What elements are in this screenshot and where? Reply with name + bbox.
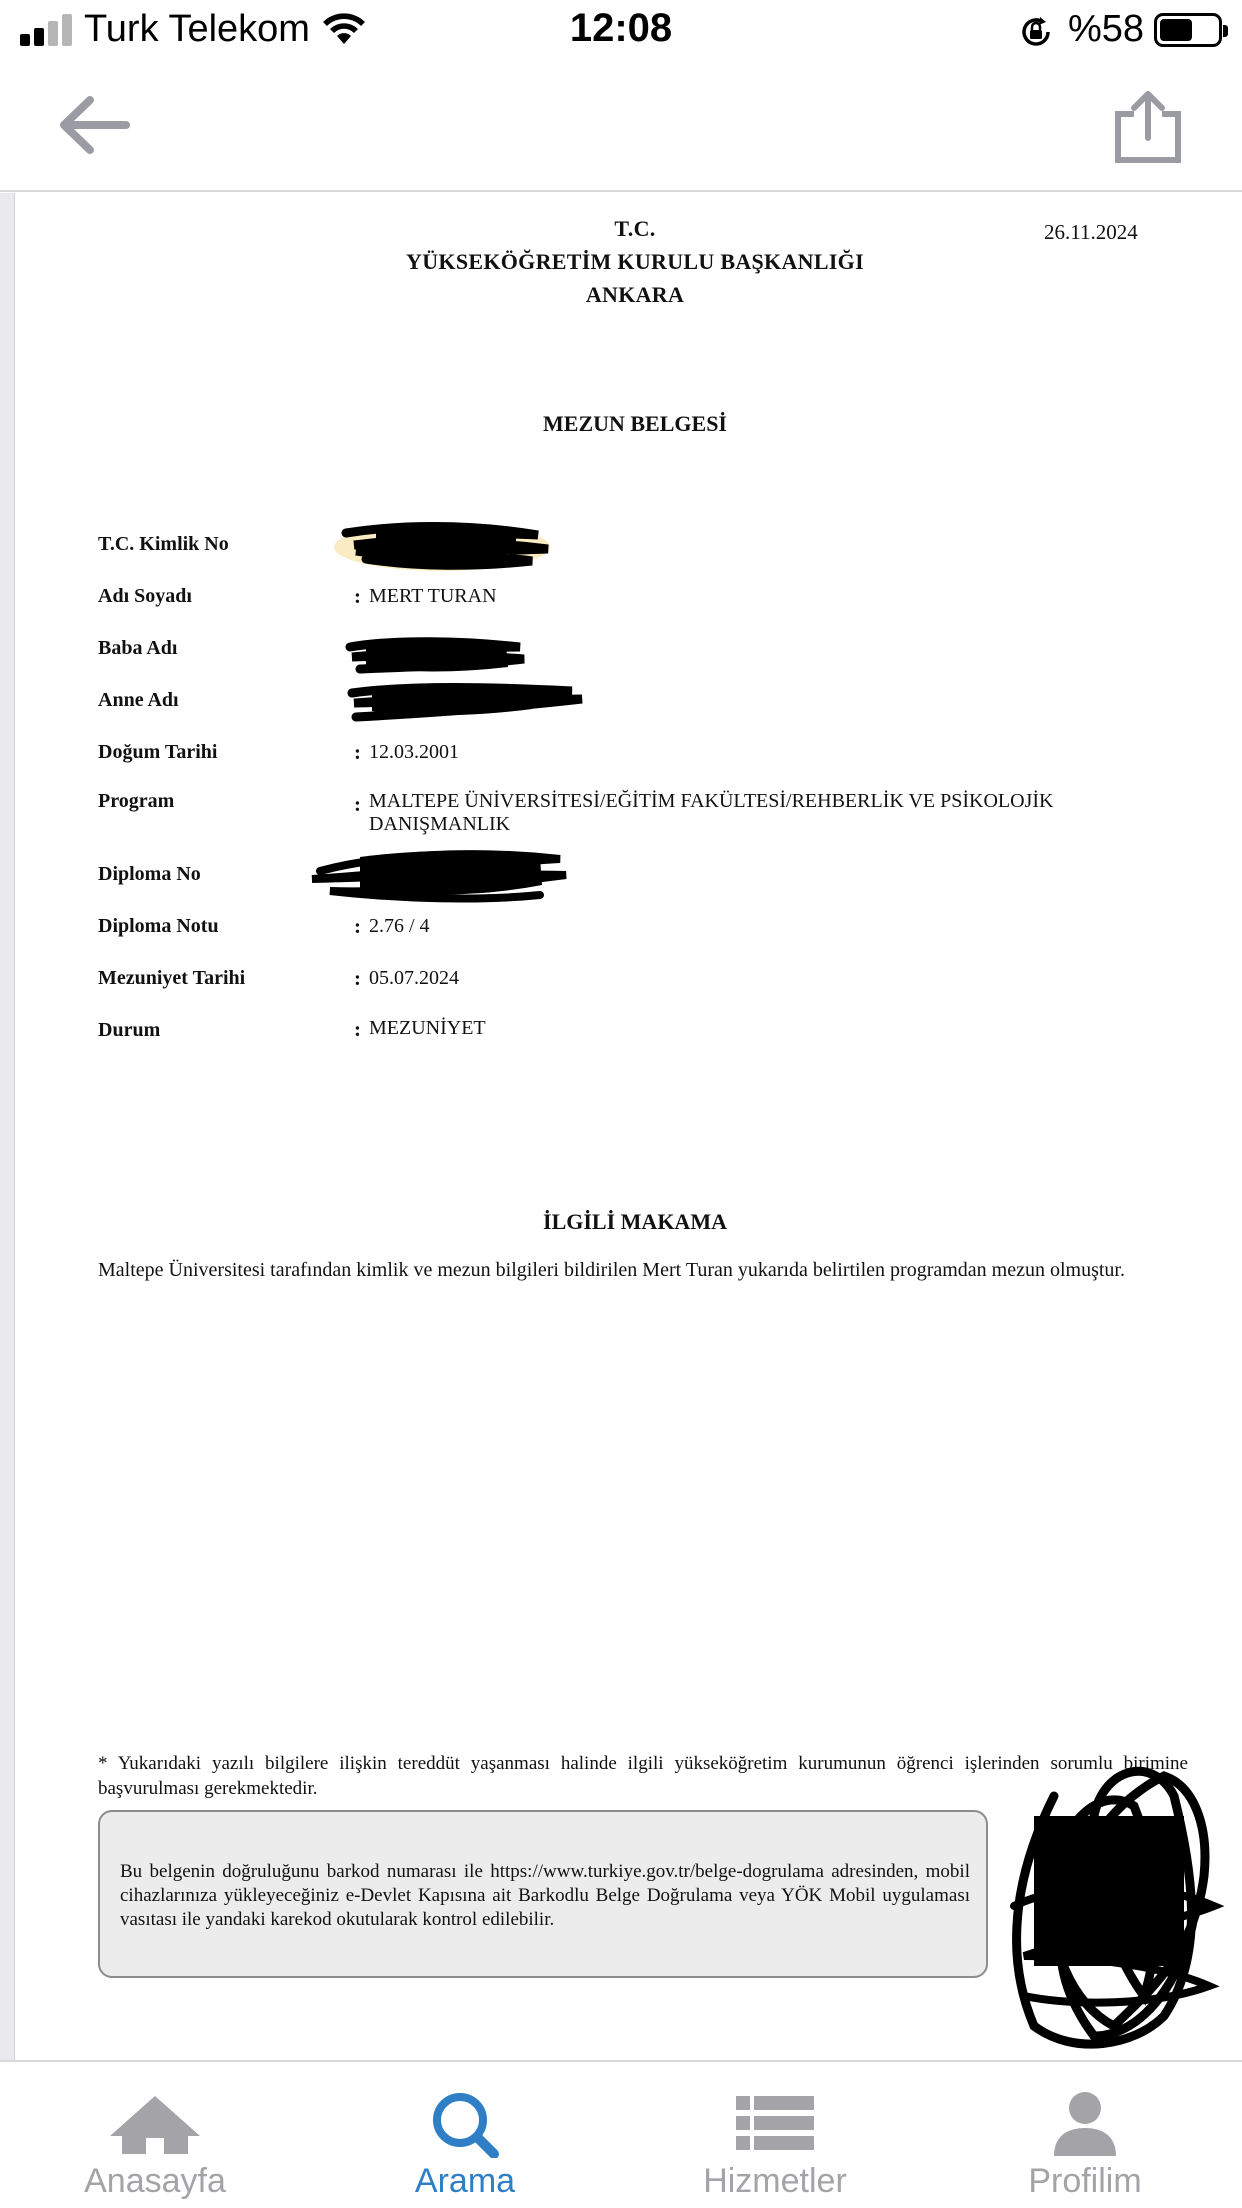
field-label-diploma-no: Diploma No — [98, 863, 201, 885]
list-icon — [620, 2088, 930, 2158]
search-icon — [310, 2088, 620, 2158]
document-title: MEZUN BELGESİ — [543, 411, 727, 436]
back-button[interactable] — [56, 92, 132, 158]
field-colon: : — [354, 792, 361, 816]
field-label-tc-kimlik: T.C. Kimlik No — [98, 533, 229, 555]
tab-hizmetler[interactable] — [620, 2062, 930, 2208]
field-label-durum: Durum — [98, 1019, 161, 1041]
tab-label: Profilim — [1028, 2162, 1142, 2200]
field-colon: : — [354, 740, 361, 764]
carrier-name: Turk Telekom — [84, 8, 310, 50]
arrow-left-icon — [56, 92, 132, 158]
tab-label: Hizmetler — [703, 2162, 847, 2200]
field-colon: : — [354, 966, 361, 990]
redaction-baba-adi — [336, 633, 536, 679]
nav-bar — [0, 62, 1242, 192]
verification-text: Bu belgenin doğruluğunu barkod numarası ile https://www.turkiye.gov.tr/belge-dogrulama adresinden, mobil cihazlarınıza yükleyeceğiniz e-Devlet Kapısına ait Barkodlu Belge Doğrulama veya YÖK Mobil uygulaması vasıtası ile yandaki karekod okutularak kontrol edilebilir. — [120, 1861, 970, 1930]
tab-label: Arama — [414, 2162, 516, 2200]
field-value-diploma-notu: 2.76 / 4 — [369, 915, 430, 937]
share-button[interactable] — [1110, 88, 1186, 164]
section-title: İLGİLİ MAKAMA — [543, 1209, 727, 1234]
redaction-anne-adi — [332, 677, 592, 727]
home-icon — [0, 2088, 310, 2158]
tab-label: Anasayfa — [84, 2162, 226, 2200]
field-label-anne-adi: Anne Adı — [98, 689, 179, 711]
redaction-tc-kimlik — [326, 511, 566, 579]
graduation-statement: Maltepe Üniversitesi tarafından kimlik ve mezun bilgileri bildirilen Mert Turan yukarıda belirtilen programdan mezun olmuştur. — [98, 1259, 1125, 1281]
person-icon — [930, 2088, 1240, 2158]
tab-anasayfa[interactable] — [0, 2062, 310, 2208]
clock: 12:08 — [569, 6, 673, 50]
field-value-mezuniyet-tarihi: 05.07.2024 — [369, 967, 459, 989]
field-value-dogum-tarihi: 12.03.2001 — [369, 741, 459, 763]
tab-arama[interactable] — [310, 2062, 620, 2208]
tab-bar — [0, 2060, 1242, 2208]
battery-icon — [1154, 13, 1222, 47]
field-label-baba-adi: Baba Adı — [98, 637, 178, 659]
footnote: * Yukarıdaki yazılı bilgilere ilişkin tereddüt yaşanması halinde ilgili yükseköğretim kurumunun öğrenci işlerinden sorumlu birimine başvurulması gerekmektedir. — [98, 1753, 1188, 1799]
field-label-mezuniyet-tarihi: Mezuniyet Tarihi — [98, 967, 246, 989]
redaction-diploma-no — [290, 841, 580, 911]
field-value-durum: MEZUNİYET — [369, 1017, 486, 1039]
field-label-program: Program — [98, 790, 175, 812]
header-line-2: YÜKSEKÖĞRETİM KURULU BAŞKANLIĞI — [406, 249, 864, 274]
page-edge — [0, 193, 15, 2060]
verification-box — [98, 1810, 988, 1978]
field-label-diploma-notu: Diploma Notu — [98, 915, 219, 937]
document-date: 26.11.2024 — [1044, 220, 1138, 244]
tab-profilim[interactable] — [930, 2062, 1240, 2208]
share-icon — [1110, 88, 1186, 164]
document-viewer[interactable] — [0, 193, 1242, 2060]
field-colon: : — [354, 914, 361, 938]
rotation-lock-icon — [1018, 14, 1054, 50]
qr-code-redacted — [994, 1756, 1234, 2056]
field-value-program: MALTEPE ÜNİVERSİTESİ/EĞİTİM FAKÜLTESİ/REHBERLİK VE PSİKOLOJİK DANIŞMANLIK — [369, 790, 1054, 835]
field-colon: : — [354, 1017, 361, 1041]
battery-percent: %58 — [1068, 8, 1145, 50]
field-label-dogum-tarihi: Doğum Tarihi — [98, 741, 218, 763]
graduation-certificate — [16, 193, 1242, 2060]
header-line-1: T.C. — [614, 216, 656, 241]
status-bar — [0, 0, 1242, 62]
field-label-ad-soyad: Adı Soyadı — [98, 585, 192, 607]
header-line-3: ANKARA — [585, 282, 685, 307]
field-colon: : — [354, 584, 361, 608]
field-value-ad-soyad: MERT TURAN — [369, 585, 497, 607]
